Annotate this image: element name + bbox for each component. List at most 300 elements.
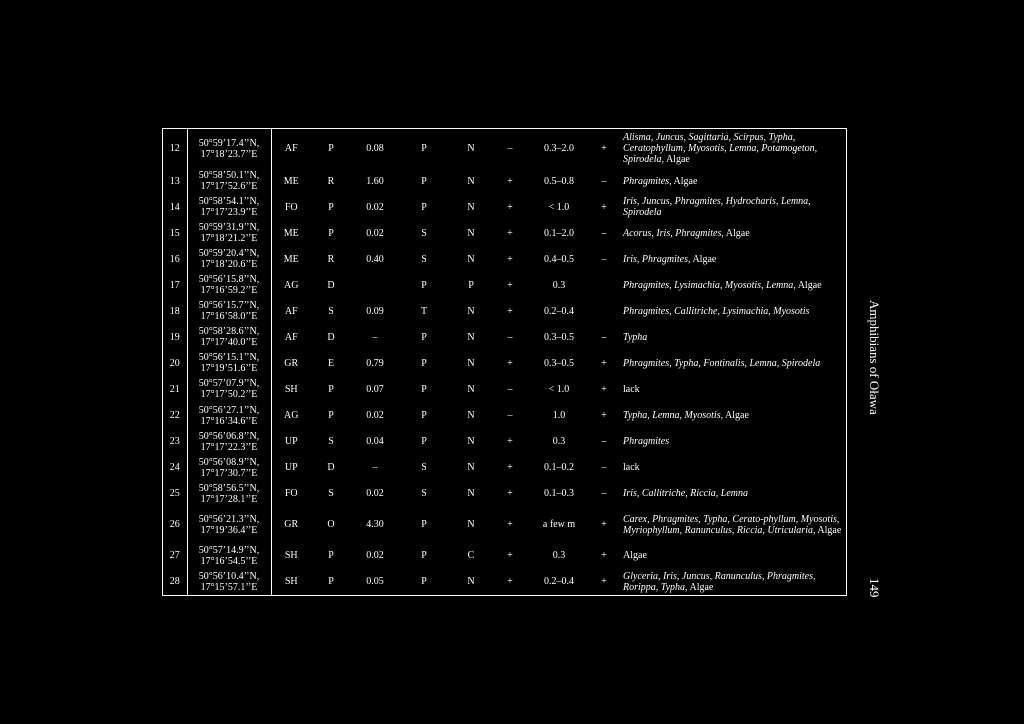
value-cell-f bbox=[493, 129, 527, 168]
value-b: S bbox=[328, 436, 334, 448]
site-number: 25 bbox=[169, 488, 180, 500]
value-cell-f bbox=[493, 543, 527, 569]
value-cell-f bbox=[493, 272, 527, 298]
value-g: 0.4–0.5 bbox=[544, 253, 574, 265]
site-number: 12 bbox=[169, 143, 180, 155]
vegetation-cell bbox=[617, 481, 848, 507]
value-f: + bbox=[507, 253, 513, 265]
value-c: 0.40 bbox=[366, 253, 384, 265]
algae-label: lack bbox=[623, 462, 640, 474]
site-number-cell bbox=[163, 429, 187, 455]
value-b: O bbox=[327, 519, 335, 531]
value-cell-c bbox=[351, 129, 399, 168]
table-row bbox=[163, 429, 848, 455]
value-cell-a bbox=[271, 455, 311, 481]
longitude: 17°19’51.6’’E bbox=[200, 363, 258, 375]
value-cell-a bbox=[271, 220, 311, 246]
running-head: Amphibians of Oława bbox=[867, 300, 882, 415]
value-cell-d bbox=[399, 272, 449, 298]
value-a: SH bbox=[284, 550, 298, 562]
value-d: P bbox=[421, 331, 427, 343]
value-cell-b bbox=[311, 298, 351, 324]
site-number-cell bbox=[163, 272, 187, 298]
value-cell-d bbox=[399, 481, 449, 507]
site-number: 28 bbox=[169, 576, 180, 588]
species-list: Alisma, Juncus, Sagittaria, Scirpus, Typha, Ceratophyllum, Myosotis, Lemna, Potamogeton, Spirodela, bbox=[623, 132, 818, 166]
site-number: 15 bbox=[169, 227, 180, 239]
value-cell-e bbox=[449, 376, 493, 402]
value-d: P bbox=[421, 383, 427, 395]
value-cell-h bbox=[591, 324, 617, 350]
value-f: + bbox=[507, 462, 513, 474]
value-e: N bbox=[467, 410, 475, 422]
value-b: P bbox=[328, 410, 334, 422]
value-a: AG bbox=[284, 279, 299, 291]
value-cell-g bbox=[527, 168, 591, 194]
value-cell-h bbox=[591, 350, 617, 376]
latitude: 50°58’50.1’’N, bbox=[198, 170, 260, 182]
longitude: 17°17’23.9’’E bbox=[200, 207, 258, 219]
value-cell-d bbox=[399, 324, 449, 350]
algae-label: Algae bbox=[664, 154, 690, 166]
value-cell-a bbox=[271, 168, 311, 194]
value-b: R bbox=[327, 253, 335, 265]
value-cell-h bbox=[591, 376, 617, 402]
value-g: 0.3 bbox=[552, 550, 566, 562]
latitude: 50°58’56.5’’N, bbox=[198, 482, 260, 494]
value-b: P bbox=[328, 550, 334, 562]
value-cell-f bbox=[493, 429, 527, 455]
value-g: a few m bbox=[542, 519, 576, 531]
value-e: N bbox=[467, 305, 475, 317]
site-number: 26 bbox=[169, 519, 180, 531]
value-cell-f bbox=[493, 246, 527, 272]
value-cell-d bbox=[399, 543, 449, 569]
latitude: 50°56’06.8’’N, bbox=[198, 430, 260, 442]
site-number-cell bbox=[163, 194, 187, 220]
value-cell-b bbox=[311, 543, 351, 569]
value-a: ME bbox=[283, 175, 299, 187]
value-g: 0.3–2.0 bbox=[544, 143, 574, 155]
coordinates-cell bbox=[187, 272, 271, 298]
value-b: D bbox=[327, 331, 335, 343]
longitude: 17°18’23.7’’E bbox=[200, 148, 258, 160]
species-list: Phragmites, Typha, Fontinalis, Lemna, Spirodela bbox=[623, 357, 821, 369]
value-cell-b bbox=[311, 272, 351, 298]
algae-label: Algae bbox=[687, 581, 714, 593]
value-e: N bbox=[467, 331, 475, 343]
value-e: N bbox=[467, 462, 475, 474]
value-b: P bbox=[328, 576, 334, 588]
algae-label: Algae bbox=[723, 227, 750, 239]
value-cell-g bbox=[527, 481, 591, 507]
value-cell-g bbox=[527, 376, 591, 402]
species-list: Glyceria, Iris, Juncus, Ranunculus, Phragmites, Rorippa, Typha, bbox=[623, 570, 816, 593]
value-cell-b bbox=[311, 403, 351, 429]
table-row bbox=[163, 246, 848, 272]
value-cell-g bbox=[527, 220, 591, 246]
species-list: Phragmites, bbox=[623, 175, 672, 187]
value-b: S bbox=[328, 305, 334, 317]
value-a: SH bbox=[284, 576, 298, 588]
longitude: 17°19’36.4’’E bbox=[200, 524, 258, 536]
longitude: 17°17’22.3’’E bbox=[200, 441, 258, 453]
value-cell-g bbox=[527, 129, 591, 168]
value-cell-d bbox=[399, 507, 449, 543]
table-row bbox=[163, 481, 848, 507]
value-a: AF bbox=[284, 331, 298, 343]
value-cell-e bbox=[449, 569, 493, 595]
vegetation-cell bbox=[617, 324, 848, 350]
value-g: 0.1–0.2 bbox=[544, 462, 574, 474]
value-cell-a bbox=[271, 429, 311, 455]
value-a: FO bbox=[284, 488, 298, 500]
value-cell-a bbox=[271, 543, 311, 569]
value-h: + bbox=[601, 383, 607, 395]
value-cell-g bbox=[527, 324, 591, 350]
value-g: 0.2–0.4 bbox=[544, 576, 574, 588]
value-cell-e bbox=[449, 429, 493, 455]
longitude: 17°17’28.1’’E bbox=[200, 493, 258, 505]
value-cell-h bbox=[591, 403, 617, 429]
value-cell-b bbox=[311, 569, 351, 595]
latitude: 50°56’15.1’’N, bbox=[198, 352, 260, 364]
coordinates-cell bbox=[187, 429, 271, 455]
value-cell-h bbox=[591, 507, 617, 543]
value-f: + bbox=[507, 488, 513, 500]
algae-label: lack bbox=[623, 383, 640, 395]
value-g: 0.1–2.0 bbox=[544, 227, 574, 239]
table-row bbox=[163, 569, 848, 595]
site-number-cell bbox=[163, 350, 187, 376]
vegetation-cell bbox=[617, 298, 848, 324]
site-number: 14 bbox=[169, 201, 180, 213]
site-number: 23 bbox=[169, 436, 180, 448]
value-c: 0.02 bbox=[366, 550, 384, 562]
value-cell-c bbox=[351, 324, 399, 350]
coordinates-cell bbox=[187, 350, 271, 376]
vegetation-cell bbox=[617, 194, 848, 220]
value-cell-a bbox=[271, 569, 311, 595]
value-cell-b bbox=[311, 129, 351, 168]
value-g: 0.2–0.4 bbox=[544, 305, 574, 317]
value-cell-e bbox=[449, 481, 493, 507]
value-b: P bbox=[328, 227, 334, 239]
value-a: UP bbox=[284, 436, 298, 448]
value-cell-c bbox=[351, 403, 399, 429]
value-h: + bbox=[601, 357, 607, 369]
value-d: P bbox=[421, 576, 427, 588]
table-row bbox=[163, 194, 848, 220]
table-row bbox=[163, 298, 848, 324]
value-c: – bbox=[372, 462, 378, 474]
table-row bbox=[163, 129, 848, 168]
value-d: P bbox=[421, 410, 427, 422]
value-b: S bbox=[328, 488, 334, 500]
value-cell-a bbox=[271, 194, 311, 220]
value-f: + bbox=[507, 201, 513, 213]
latitude: 50°56’15.8’’N, bbox=[198, 274, 260, 286]
value-f: + bbox=[507, 357, 513, 369]
site-number: 21 bbox=[169, 383, 180, 395]
value-h: – bbox=[601, 253, 607, 265]
value-b: R bbox=[327, 175, 335, 187]
value-h: – bbox=[601, 488, 607, 500]
value-g: 0.3–0.5 bbox=[544, 331, 574, 343]
value-c: 0.04 bbox=[366, 436, 384, 448]
value-cell-f bbox=[493, 481, 527, 507]
coordinates-cell bbox=[187, 376, 271, 402]
value-cell-d bbox=[399, 569, 449, 595]
latitude: 50°56’08.9’’N, bbox=[198, 456, 260, 468]
value-f: + bbox=[507, 550, 513, 562]
algae-label: Algae bbox=[815, 524, 842, 536]
value-c: 0.02 bbox=[366, 410, 384, 422]
value-cell-b bbox=[311, 455, 351, 481]
value-cell-b bbox=[311, 246, 351, 272]
site-number: 20 bbox=[169, 357, 180, 369]
value-c: 4.30 bbox=[366, 519, 384, 531]
species-list: Iris, Phragmites, bbox=[623, 253, 691, 265]
coordinates-cell bbox=[187, 569, 271, 595]
value-cell-g bbox=[527, 403, 591, 429]
value-cell-f bbox=[493, 324, 527, 350]
value-cell-f bbox=[493, 455, 527, 481]
value-cell-a bbox=[271, 350, 311, 376]
value-e: N bbox=[467, 519, 475, 531]
site-number: 18 bbox=[169, 305, 180, 317]
value-cell-d bbox=[399, 455, 449, 481]
longitude: 17°15’57.1’’E bbox=[200, 581, 258, 593]
latitude: 50°59’17.4’’N, bbox=[198, 137, 260, 149]
value-f: + bbox=[507, 519, 513, 531]
value-f: – bbox=[507, 143, 513, 155]
value-cell-h bbox=[591, 246, 617, 272]
value-f: – bbox=[507, 383, 513, 395]
value-h: + bbox=[601, 143, 607, 155]
species-list: Phragmites bbox=[623, 436, 670, 448]
value-a: GR bbox=[284, 357, 299, 369]
value-c: 0.79 bbox=[366, 357, 384, 369]
species-list: Acorus, Iris, Phragmites, bbox=[623, 227, 724, 239]
value-cell-g bbox=[527, 246, 591, 272]
value-cell-e bbox=[449, 350, 493, 376]
value-e: N bbox=[467, 357, 475, 369]
value-c: 0.02 bbox=[366, 227, 384, 239]
value-cell-h bbox=[591, 129, 617, 168]
value-cell-b bbox=[311, 481, 351, 507]
site-number-cell bbox=[163, 455, 187, 481]
site-number-cell bbox=[163, 481, 187, 507]
value-cell-h bbox=[591, 569, 617, 595]
coordinates-cell bbox=[187, 246, 271, 272]
vegetation-cell bbox=[617, 246, 848, 272]
value-cell-b bbox=[311, 376, 351, 402]
value-cell-f bbox=[493, 168, 527, 194]
vegetation-cell bbox=[617, 272, 848, 298]
longitude: 17°17’50.2’’E bbox=[200, 389, 258, 401]
value-cell-g bbox=[527, 298, 591, 324]
value-a: SH bbox=[284, 383, 298, 395]
value-e: N bbox=[467, 383, 475, 395]
value-cell-a bbox=[271, 129, 311, 168]
coordinates-cell bbox=[187, 543, 271, 569]
value-e: N bbox=[467, 253, 475, 265]
site-number-cell bbox=[163, 569, 187, 595]
longitude: 17°16’59.2’’E bbox=[200, 285, 258, 297]
table-row bbox=[163, 543, 848, 569]
value-g: 1.0 bbox=[552, 410, 566, 422]
value-g: 0.5–0.8 bbox=[544, 175, 574, 187]
species-list: Phragmites, Lysimachia, Myosotis, Lemna, bbox=[623, 279, 796, 291]
value-cell-h bbox=[591, 543, 617, 569]
coordinates-cell bbox=[187, 298, 271, 324]
value-cell-g bbox=[527, 429, 591, 455]
value-e: N bbox=[467, 576, 475, 588]
value-h: – bbox=[601, 436, 607, 448]
value-c: 0.07 bbox=[366, 383, 384, 395]
value-d: P bbox=[421, 519, 427, 531]
species-list: Phragmites, Callitriche, Lysimachia, Myosotis bbox=[623, 305, 810, 317]
longitude: 17°17’52.6’’E bbox=[200, 181, 258, 193]
value-cell-b bbox=[311, 194, 351, 220]
value-d: P bbox=[421, 436, 427, 448]
value-cell-f bbox=[493, 350, 527, 376]
value-cell-b bbox=[311, 324, 351, 350]
value-g: 0.1–0.3 bbox=[544, 488, 574, 500]
value-cell-b bbox=[311, 507, 351, 543]
value-a: AG bbox=[284, 410, 299, 422]
value-cell-c bbox=[351, 220, 399, 246]
value-cell-e bbox=[449, 220, 493, 246]
longitude: 17°16’58.0’’E bbox=[200, 311, 258, 323]
value-cell-d bbox=[399, 168, 449, 194]
value-f: + bbox=[507, 227, 513, 239]
site-number-cell bbox=[163, 324, 187, 350]
coordinates-cell bbox=[187, 403, 271, 429]
vegetation-cell bbox=[617, 543, 848, 569]
value-e: N bbox=[467, 201, 475, 213]
longitude: 17°18’20.6’’E bbox=[200, 259, 258, 271]
value-cell-a bbox=[271, 481, 311, 507]
value-cell-g bbox=[527, 350, 591, 376]
site-number-cell bbox=[163, 543, 187, 569]
value-cell-e bbox=[449, 129, 493, 168]
vegetation-cell bbox=[617, 403, 848, 429]
value-b: D bbox=[327, 462, 335, 474]
value-cell-f bbox=[493, 298, 527, 324]
latitude: 50°58’28.6’’N, bbox=[198, 326, 260, 338]
vegetation-cell bbox=[617, 350, 848, 376]
species-list: Typha bbox=[623, 331, 648, 343]
value-cell-f bbox=[493, 194, 527, 220]
value-cell-h bbox=[591, 298, 617, 324]
value-cell-b bbox=[311, 220, 351, 246]
value-cell-f bbox=[493, 507, 527, 543]
vegetation-cell bbox=[617, 569, 848, 595]
site-number: 16 bbox=[169, 253, 180, 265]
latitude: 50°56’15.7’’N, bbox=[198, 300, 260, 312]
latitude: 50°56’21.3’’N, bbox=[198, 513, 260, 525]
value-g: 0.3 bbox=[552, 436, 566, 448]
value-e: C bbox=[467, 550, 475, 562]
value-e: N bbox=[467, 488, 475, 500]
algae-label: Algae bbox=[795, 279, 822, 291]
page-number: 149 bbox=[867, 578, 882, 598]
value-c: 0.02 bbox=[366, 488, 384, 500]
value-cell-d bbox=[399, 220, 449, 246]
value-cell-d bbox=[399, 298, 449, 324]
value-cell-c bbox=[351, 481, 399, 507]
value-cell-c bbox=[351, 168, 399, 194]
value-cell-e bbox=[449, 246, 493, 272]
value-d: P bbox=[421, 357, 427, 369]
value-cell-g bbox=[527, 569, 591, 595]
value-b: P bbox=[328, 383, 334, 395]
value-cell-d bbox=[399, 246, 449, 272]
site-number-cell bbox=[163, 403, 187, 429]
value-f: – bbox=[507, 331, 513, 343]
species-list: Typha, Lemna, Myosotis, bbox=[623, 410, 724, 422]
site-number: 13 bbox=[169, 175, 180, 187]
site-number: 24 bbox=[169, 462, 180, 474]
site-number-cell bbox=[163, 168, 187, 194]
table-row bbox=[163, 455, 848, 481]
vegetation-cell bbox=[617, 507, 848, 543]
latitude: 50°59’31.9’’N, bbox=[198, 222, 260, 234]
value-c: 0.02 bbox=[366, 201, 384, 213]
value-cell-e bbox=[449, 194, 493, 220]
value-c: 1.60 bbox=[366, 175, 384, 187]
coordinates-cell bbox=[187, 481, 271, 507]
value-a: ME bbox=[283, 253, 299, 265]
table-row bbox=[163, 168, 848, 194]
latitude: 50°56’10.4’’N, bbox=[198, 570, 260, 582]
value-cell-f bbox=[493, 403, 527, 429]
value-cell-d bbox=[399, 403, 449, 429]
site-number: 17 bbox=[169, 279, 180, 291]
value-cell-f bbox=[493, 376, 527, 402]
table-body bbox=[163, 129, 848, 595]
latitude: 50°59’20.4’’N, bbox=[198, 248, 260, 260]
value-g: < 1.0 bbox=[548, 383, 570, 395]
value-cell-h bbox=[591, 194, 617, 220]
value-g: 0.3 bbox=[552, 279, 566, 291]
value-cell-d bbox=[399, 129, 449, 168]
table-row bbox=[163, 350, 848, 376]
value-d: P bbox=[421, 143, 427, 155]
value-cell-a bbox=[271, 507, 311, 543]
value-cell-c bbox=[351, 272, 399, 298]
value-h: + bbox=[601, 576, 607, 588]
value-cell-h bbox=[591, 168, 617, 194]
value-f: – bbox=[507, 410, 513, 422]
value-c: 0.08 bbox=[366, 143, 384, 155]
value-b: D bbox=[327, 279, 335, 291]
table-row bbox=[163, 376, 848, 402]
vegetation-cell bbox=[617, 455, 848, 481]
value-cell-e bbox=[449, 168, 493, 194]
value-cell-c bbox=[351, 507, 399, 543]
value-d: P bbox=[421, 550, 427, 562]
coordinates-cell bbox=[187, 455, 271, 481]
value-cell-e bbox=[449, 324, 493, 350]
value-h: – bbox=[601, 331, 607, 343]
value-cell-h bbox=[591, 455, 617, 481]
value-cell-e bbox=[449, 403, 493, 429]
value-f: + bbox=[507, 305, 513, 317]
value-cell-c bbox=[351, 429, 399, 455]
